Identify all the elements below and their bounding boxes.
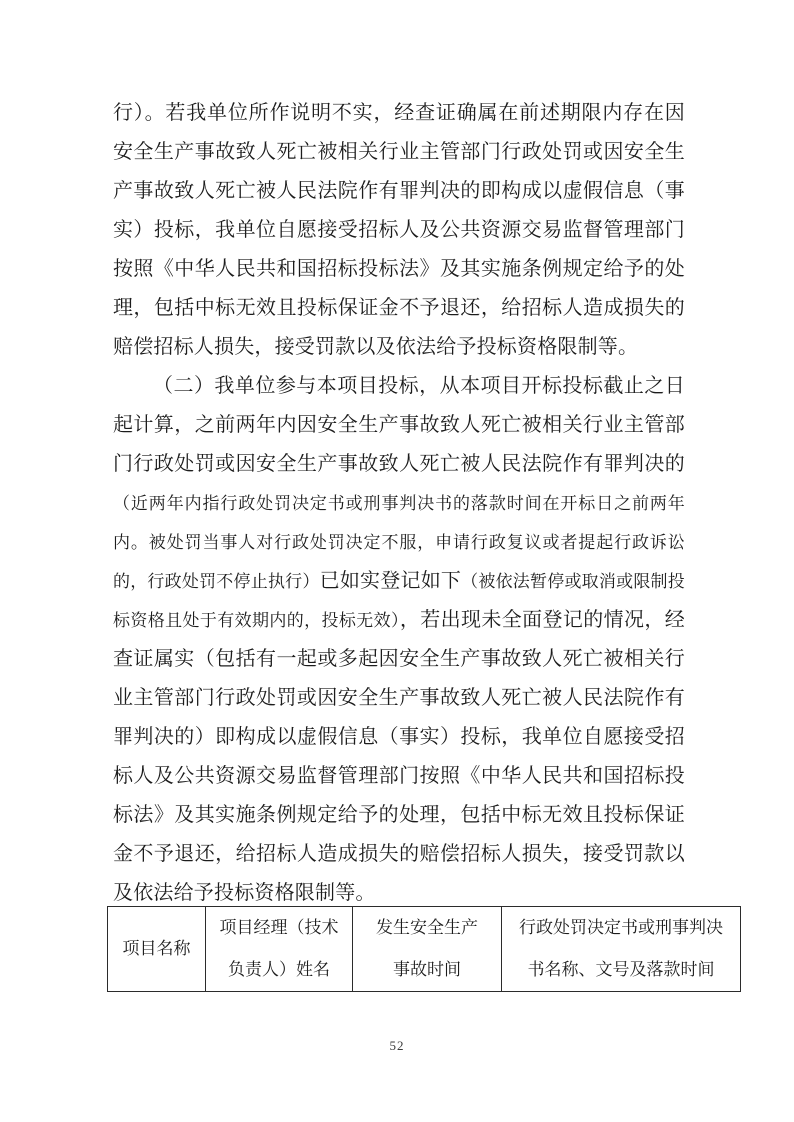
- table-header-line: 负责人）姓名: [228, 960, 330, 979]
- table-header-cell: [206, 907, 353, 992]
- table-header-cell: [108, 907, 206, 992]
- table-header-row: [108, 907, 741, 992]
- text-segment: （被依法暂停或取消或限制投标资格且处于有效期内的，投标无效）: [113, 572, 685, 630]
- text-segment: （二）我单位参与本项目投标，从本项目开标投标截止之日起计算，之前两年内因安全生产事故致人死亡被相关行业主管部门行政处罚或因安全生产事故致人死亡被人民法院作有罪判决的: [113, 375, 685, 475]
- table-header-line: 发生安全生产: [376, 918, 478, 937]
- paragraph: [113, 94, 685, 367]
- text-segment: 已如实登记如下: [319, 570, 462, 592]
- table-header-line: 项目经理（技术: [219, 918, 339, 937]
- body-text: [113, 94, 685, 913]
- text-segment: ，若出现未全面登记的情况，经查证属实（包括有一起或多起因安全生产事故致人死亡被相关行业主管部门行政处罚或因安全生产事故致人死亡被人民法院作有罪判决的）即构成以虚假信息（事实）投标，我单位自愿接受招标人及公共资源交易监督管理部门按照《中华人民共和国招标投标法》及其实施条例规定给予的处理，包括中标无效且投标保证金不予退还，给招标人造成损失的赔偿招标人损失，接受罚款以及依法给予投标资格限制等。: [113, 609, 685, 904]
- table-header-cell: [502, 907, 741, 992]
- penalty-record-table: [107, 906, 741, 992]
- table-header-line: 事故时间: [393, 960, 461, 979]
- page-number: 52: [389, 1038, 405, 1053]
- table-header-line: 书名称、文号及落款时间: [527, 960, 715, 979]
- paragraph: [113, 367, 685, 913]
- text-segment: 行）。若我单位所作说明不实，经查证确属在前述期限内存在因安全生产事故致人死亡被相关行业主管部门行政处罚或因安全生产事故致人死亡被人民法院作有罪判决的即构成以虚假信息（事实）投标，我单位自愿接受招标人及公共资源交易监督管理部门按照《中华人民共和国招标投标法》及其实施条例规定给予的处理，包括中标无效且投标保证金不予退还，给招标人造成损失的赔偿招标人损失，接受罚款以及依法给予投标资格限制等。: [113, 102, 685, 358]
- table-header-line: 行政处罚决定书或刑事判决: [519, 918, 723, 937]
- table-header-line: 项目名称: [122, 939, 191, 958]
- text-segment: （近两年内指行政处罚决定书或刑事判决书的落款时间在开标日之前两年内。被处罚当事人对行政处罚决定不服，申请行政复议或者提起行政诉讼的，行政处罚不停止执行）: [113, 494, 685, 591]
- table-header-cell: [353, 907, 502, 992]
